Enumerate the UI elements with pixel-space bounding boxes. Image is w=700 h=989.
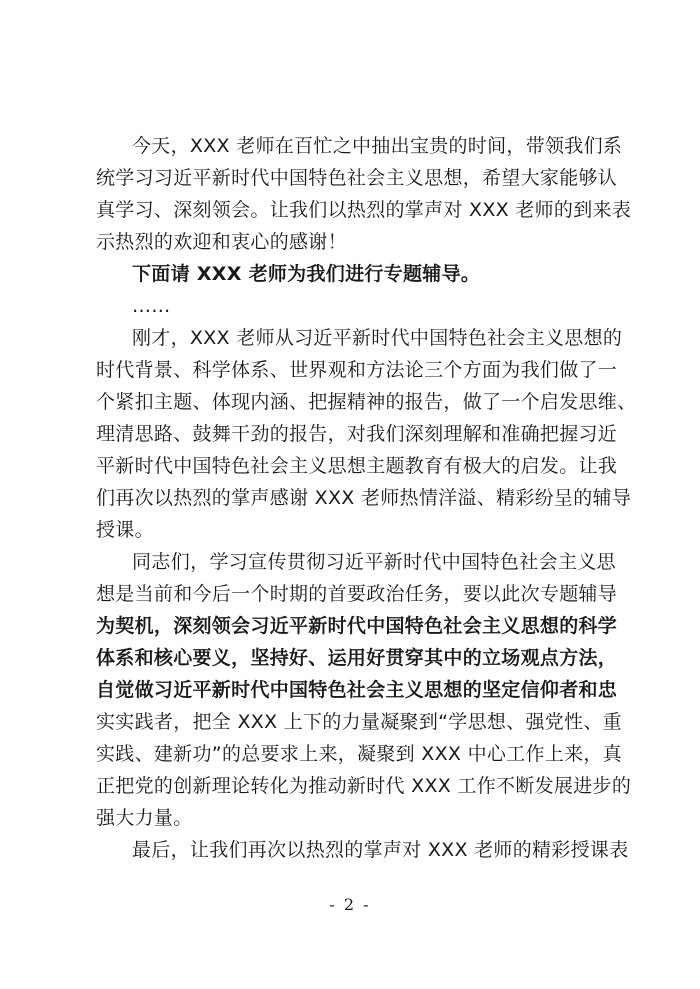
text-line: ……	[132, 295, 171, 317]
document-body	[96, 130, 637, 866]
text-line: 个紧扣主题、体现内涵、把握精神的报告，做了一个启发思维、	[96, 391, 637, 413]
text-line: 平新时代中国特色社会主义思想主题教育有极大的启发。让我	[96, 455, 618, 477]
text-line: 们再次以热烈的掌声感谢 XXX 老师热情洋溢、精彩纷呈的辅导	[96, 487, 632, 509]
text-line: 下面请 XXX 老师为我们进行专题辅导。	[132, 263, 481, 285]
text-line: 时代背景、科学体系、世界观和方法论三个方面为我们做了一	[96, 359, 618, 381]
text-line: 今天，XXX 老师在百忙之中抽出宝贵的时间，带领我们系	[132, 135, 623, 157]
text-line: 示热烈的欢迎和衷心的感谢！	[96, 231, 347, 253]
text-line: 强大力量。	[96, 807, 193, 829]
text-line: 实实践者，把全 XXX 上下的力量凝聚到“学思想、强党性、重	[96, 711, 622, 733]
text-line: 授课。	[96, 519, 154, 541]
text-line: 统学习习近平新时代中国特色社会主义思想，希望大家能够认	[96, 167, 618, 189]
text-line: 同志们，学习宣传贯彻习近平新时代中国特色社会主义思	[132, 551, 616, 573]
text-line: 真学习、深刻领会。让我们以热烈的掌声对 XXX 老师的到来表	[96, 199, 632, 221]
text-line: 体系和核心要义，坚持好、运用好贯穿其中的立场观点方法，	[96, 647, 618, 669]
text-line: 自觉做习近平新时代中国特色社会主义思想的坚定信仰者和忠	[96, 679, 618, 701]
text-line: 正把党的创新理论转化为推动新时代 XXX 工作不断发展进步的	[96, 775, 632, 797]
text-line: 理清思路、鼓舞干劲的报告，对我们深刻理解和准确把握习近	[96, 423, 618, 445]
text-line: 想是当前和今后一个时期的首要政治任务，要以此次专题辅导	[96, 583, 618, 605]
text-line: 为契机，深刻领会习近平新时代中国特色社会主义思想的科学	[96, 615, 618, 637]
page-number: - 2 -	[329, 895, 371, 914]
text-line: 实践、建新功”的总要求上来，凝聚到 XXX 中心工作上来，真	[96, 743, 622, 765]
text-line: 刚才，XXX 老师从习近平新时代中国特色社会主义思想的	[132, 327, 623, 349]
text-line: 最后，让我们再次以热烈的掌声对 XXX 老师的精彩授课表	[132, 839, 629, 861]
